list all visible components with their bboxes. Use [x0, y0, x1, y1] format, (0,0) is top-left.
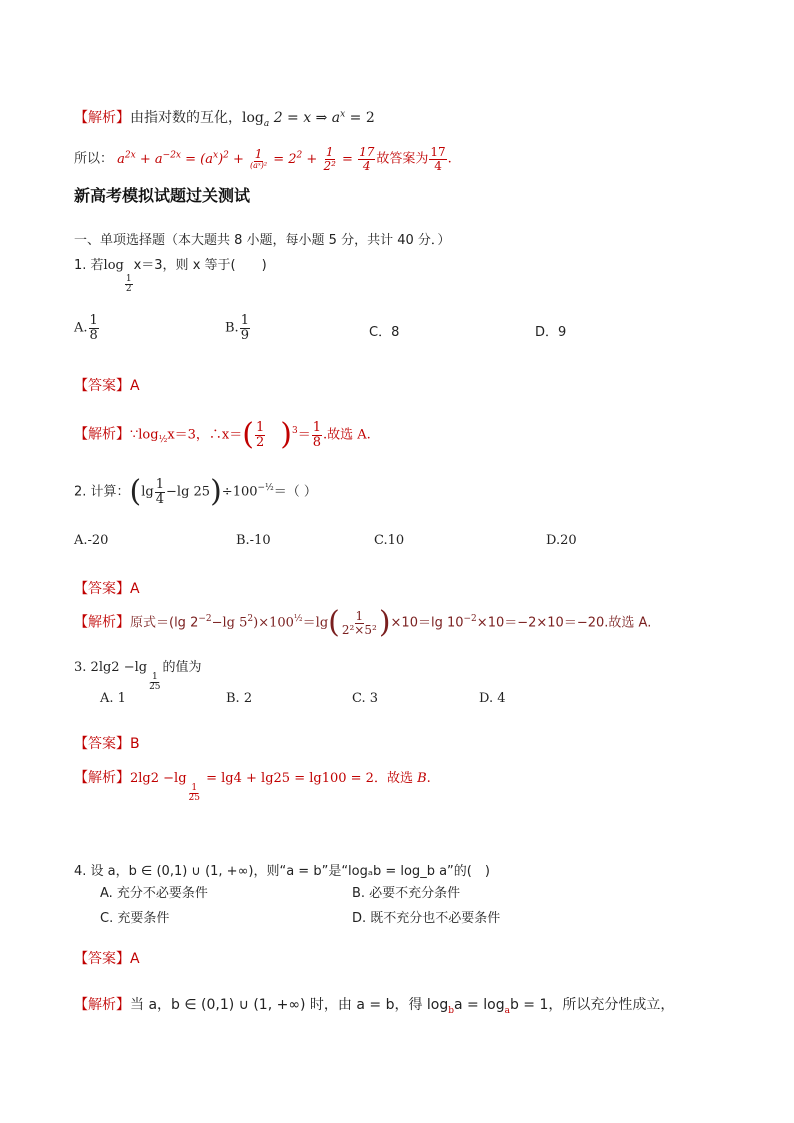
q2-sol-exp3: ½: [293, 614, 303, 625]
q1-opt-a-label: A.: [74, 320, 88, 336]
q1-sol-d: .故选 A.: [323, 427, 371, 443]
q2-sol-b: −lg 5: [211, 615, 248, 631]
q2-sol-frac-den: 2²×5²: [341, 622, 377, 637]
intro-exp: x: [340, 109, 346, 120]
analysis-label: 【解析】: [74, 426, 130, 443]
q1-opt-b-num: 1: [240, 313, 249, 328]
f-g: +: [302, 151, 322, 167]
frac-3-den: 4: [362, 158, 371, 173]
question-4-stem: 4. 设 a，b ∈ (0,1) ∪ (1, +∞)，则“a = b”是“logₐb = log_b a”的( ): [74, 864, 490, 879]
answer-label: 【答案】: [74, 581, 130, 597]
frac-3: [358, 146, 375, 172]
answer-is: 故答案为: [376, 151, 429, 167]
q2-frac-num: 1: [155, 476, 165, 492]
section-title: 新高考模拟试题过关测试: [74, 186, 251, 205]
q1-sol-c: ＝: [297, 427, 311, 443]
f-e: +: [228, 151, 249, 167]
intro-log-base: a: [263, 118, 270, 129]
q1-sol-frac2-den: 8: [312, 434, 321, 450]
q2-sol-exp4: −2: [463, 614, 477, 625]
q3-sol-d: .: [426, 771, 431, 786]
intro-text: 由指对数的互化，: [130, 110, 242, 126]
q4-sol: 当 a，b ∈ (0,1) ∪ (1, +∞) 时，由 a = b，得 log: [130, 997, 449, 1013]
q4-option-b: B. 必要不充分条件: [352, 886, 461, 901]
intro-analysis-line: [74, 107, 375, 129]
q3-sol-b: = lg4 + lg25 = lg100 = 2．故选: [201, 771, 418, 786]
answer-label: 【答案】: [74, 951, 130, 967]
intro-log: log: [242, 110, 264, 126]
q4-option-a: A. 充分不必要条件: [100, 886, 208, 901]
question-2-stem: [74, 474, 317, 509]
q1-opt-a-frac: [89, 314, 99, 342]
q1-sol-lparen: (: [242, 417, 254, 452]
q4-option-c: C. 充要条件: [100, 911, 170, 926]
q2-sol-d: ＝lg: [302, 615, 329, 631]
q2-option-c: C.10: [374, 533, 405, 548]
q2-lg: lg: [141, 484, 154, 500]
q1-sol-a: ∵log: [130, 427, 159, 443]
q2-frac-den: 4: [155, 491, 165, 507]
frac-2: [322, 146, 336, 172]
q4-sol-e: b = 1，所以充分性成立，: [509, 997, 675, 1013]
q1-option-b: [225, 314, 251, 342]
q1-sol-frac-den: 2: [255, 434, 265, 450]
q1-num: 1. 若: [74, 258, 104, 273]
q1-opt-b-frac: [240, 314, 250, 342]
q1-option-d: D．9: [535, 325, 567, 340]
q2-rparen: ): [210, 474, 222, 509]
q4-answer-value: A: [130, 951, 140, 967]
analysis-label: 【解析】: [74, 110, 130, 126]
q4-option-d: D. 既不充分也不必要条件: [352, 911, 501, 926]
q3-answer-value: B: [130, 736, 140, 752]
q4-sol-sub2: a: [504, 1005, 510, 1016]
q3-expr: 2lg2 −lg: [90, 660, 148, 675]
intro-expr: 2 = x ⇒ a: [269, 110, 341, 126]
q2-analysis: [74, 605, 652, 640]
q1-option-c: C．8: [369, 325, 400, 340]
f-exp-f: 2: [296, 150, 303, 161]
f-d: ): [218, 151, 224, 167]
q2-sol-lparen: (: [328, 605, 340, 640]
intro-so-line: [74, 146, 452, 172]
answer-label: 【答案】: [74, 736, 130, 752]
q2-answer-value: A: [130, 581, 140, 597]
q2-num: 2. 计算：: [74, 484, 130, 500]
q4-sol-m: a = log: [454, 997, 505, 1013]
frac-4: [429, 146, 446, 172]
q3-sub-den: 25: [149, 682, 161, 693]
q1-sol-rparen: ): [280, 417, 292, 452]
frac-1: [249, 148, 268, 170]
q3-sub-frac: [148, 673, 161, 693]
q2-sol-exp1: −2: [198, 614, 212, 625]
q2-exp: −½: [257, 483, 274, 494]
q2-sol-frac: [341, 610, 378, 636]
analysis-label: 【解析】: [74, 997, 130, 1013]
q3-analysis: [74, 767, 431, 804]
question-1-stem: [74, 254, 267, 295]
f-exp-d: 2: [223, 150, 229, 161]
q1-answer: [74, 375, 140, 395]
q2-sol-exp2: 2: [247, 614, 254, 625]
frac-1-num: 1: [254, 147, 263, 162]
q3-answer: [74, 733, 140, 753]
question-3-stem: [74, 656, 202, 693]
f-exp-b: −2x: [162, 150, 181, 161]
q4-sol-sub1: b: [448, 1005, 455, 1016]
q3-sol-sub-num: 1: [191, 783, 198, 793]
part-heading: 一、单项选择题（本大题共 8 小题，每小题 5 分，共计 40 分．）: [74, 233, 451, 248]
f-end: .: [447, 151, 452, 167]
q3-sub-num: 1: [151, 672, 158, 682]
q2-option-d: D.20: [546, 533, 577, 548]
q3-num: 3.: [74, 660, 87, 675]
q3-sol-a: 2lg2 −lg: [130, 771, 187, 786]
q2-sol-c: )×100: [253, 615, 294, 631]
q4-answer: [74, 948, 140, 968]
intro-formula: [117, 145, 376, 173]
f-a: a: [117, 151, 125, 167]
q1-sol-frac2: [312, 421, 322, 449]
frac-2-num: 1: [325, 145, 334, 159]
q2-sol-rparen: ): [378, 605, 391, 640]
q2-option-a: A.-20: [74, 533, 109, 548]
q1-option-a: [74, 314, 100, 342]
q1-analysis: [74, 417, 371, 452]
so-label: 所以：: [74, 151, 114, 167]
frac-1-den: (aˣ)²: [250, 160, 268, 170]
q1-sol-frac2-num: 1: [312, 419, 321, 435]
frac-2-den: 2²: [323, 158, 336, 173]
q3-sol-sub-den: 25: [188, 793, 200, 804]
q3-sol-c: B: [417, 771, 427, 786]
q2-sol-e: ×10＝lg 10: [390, 615, 464, 631]
analysis-label: 【解析】: [74, 614, 130, 631]
q2-end: ＝（ ）: [273, 484, 317, 500]
frac-4-num: 17: [430, 145, 446, 159]
q2-option-b: B.-10: [236, 533, 271, 548]
frac-3-num: 17: [359, 145, 375, 159]
q2-frac: [155, 478, 165, 506]
q1-answer-value: A: [130, 378, 140, 394]
q3-option-c: C. 3: [352, 691, 379, 706]
q2-sol-frac-num: 1: [355, 608, 364, 623]
q2-lparen: (: [129, 474, 142, 509]
q3-tail: 的值为: [162, 660, 202, 675]
q1-opt-a-num: 1: [89, 313, 98, 328]
analysis-label: 【解析】: [74, 770, 130, 786]
q1-sol-base: ½: [158, 435, 168, 446]
q1-sol-frac: [255, 421, 265, 449]
intro-expr-end: = 2: [345, 110, 375, 126]
q3-option-b: B. 2: [226, 691, 253, 706]
f-b: + a: [135, 151, 163, 167]
q1-opt-a-den: 8: [89, 327, 98, 343]
q1-opt-b-label: B.: [225, 320, 239, 336]
q3-sol-frac: [188, 784, 201, 804]
frac-4-den: 4: [434, 158, 442, 173]
q2-mid: −lg 25: [166, 484, 211, 500]
q1-base-frac: [125, 275, 133, 295]
q2-sol-a: 原式＝(lg 2: [130, 615, 199, 631]
q1-sol-b: x＝3，∴x＝: [167, 427, 243, 443]
answer-label: 【答案】: [74, 378, 130, 394]
q3-option-a: A. 1: [100, 691, 126, 706]
f-c: = (a: [181, 151, 213, 167]
q1-base-num: 1: [125, 274, 132, 284]
q1-base-den: 2: [125, 284, 132, 295]
q2-div: ÷100: [221, 484, 258, 500]
q1-rest: x＝3，则 x 等于( ): [133, 258, 267, 273]
q2-sol-f: ×10＝−2×10＝−20.故选 A.: [476, 615, 652, 631]
q1-sol-exp: 3: [291, 426, 298, 437]
q1-opt-b-den: 9: [240, 327, 249, 343]
q1-log: log: [103, 258, 124, 273]
f-exp-a: 2x: [124, 150, 136, 161]
q1-sol-frac-num: 1: [255, 419, 265, 435]
f-f: = 2: [269, 151, 297, 167]
q2-answer: [74, 578, 140, 598]
f-exp-c: x: [212, 150, 219, 161]
f-h: =: [337, 151, 358, 167]
q3-option-d: D. 4: [479, 691, 506, 706]
q4-analysis: [74, 994, 674, 1016]
